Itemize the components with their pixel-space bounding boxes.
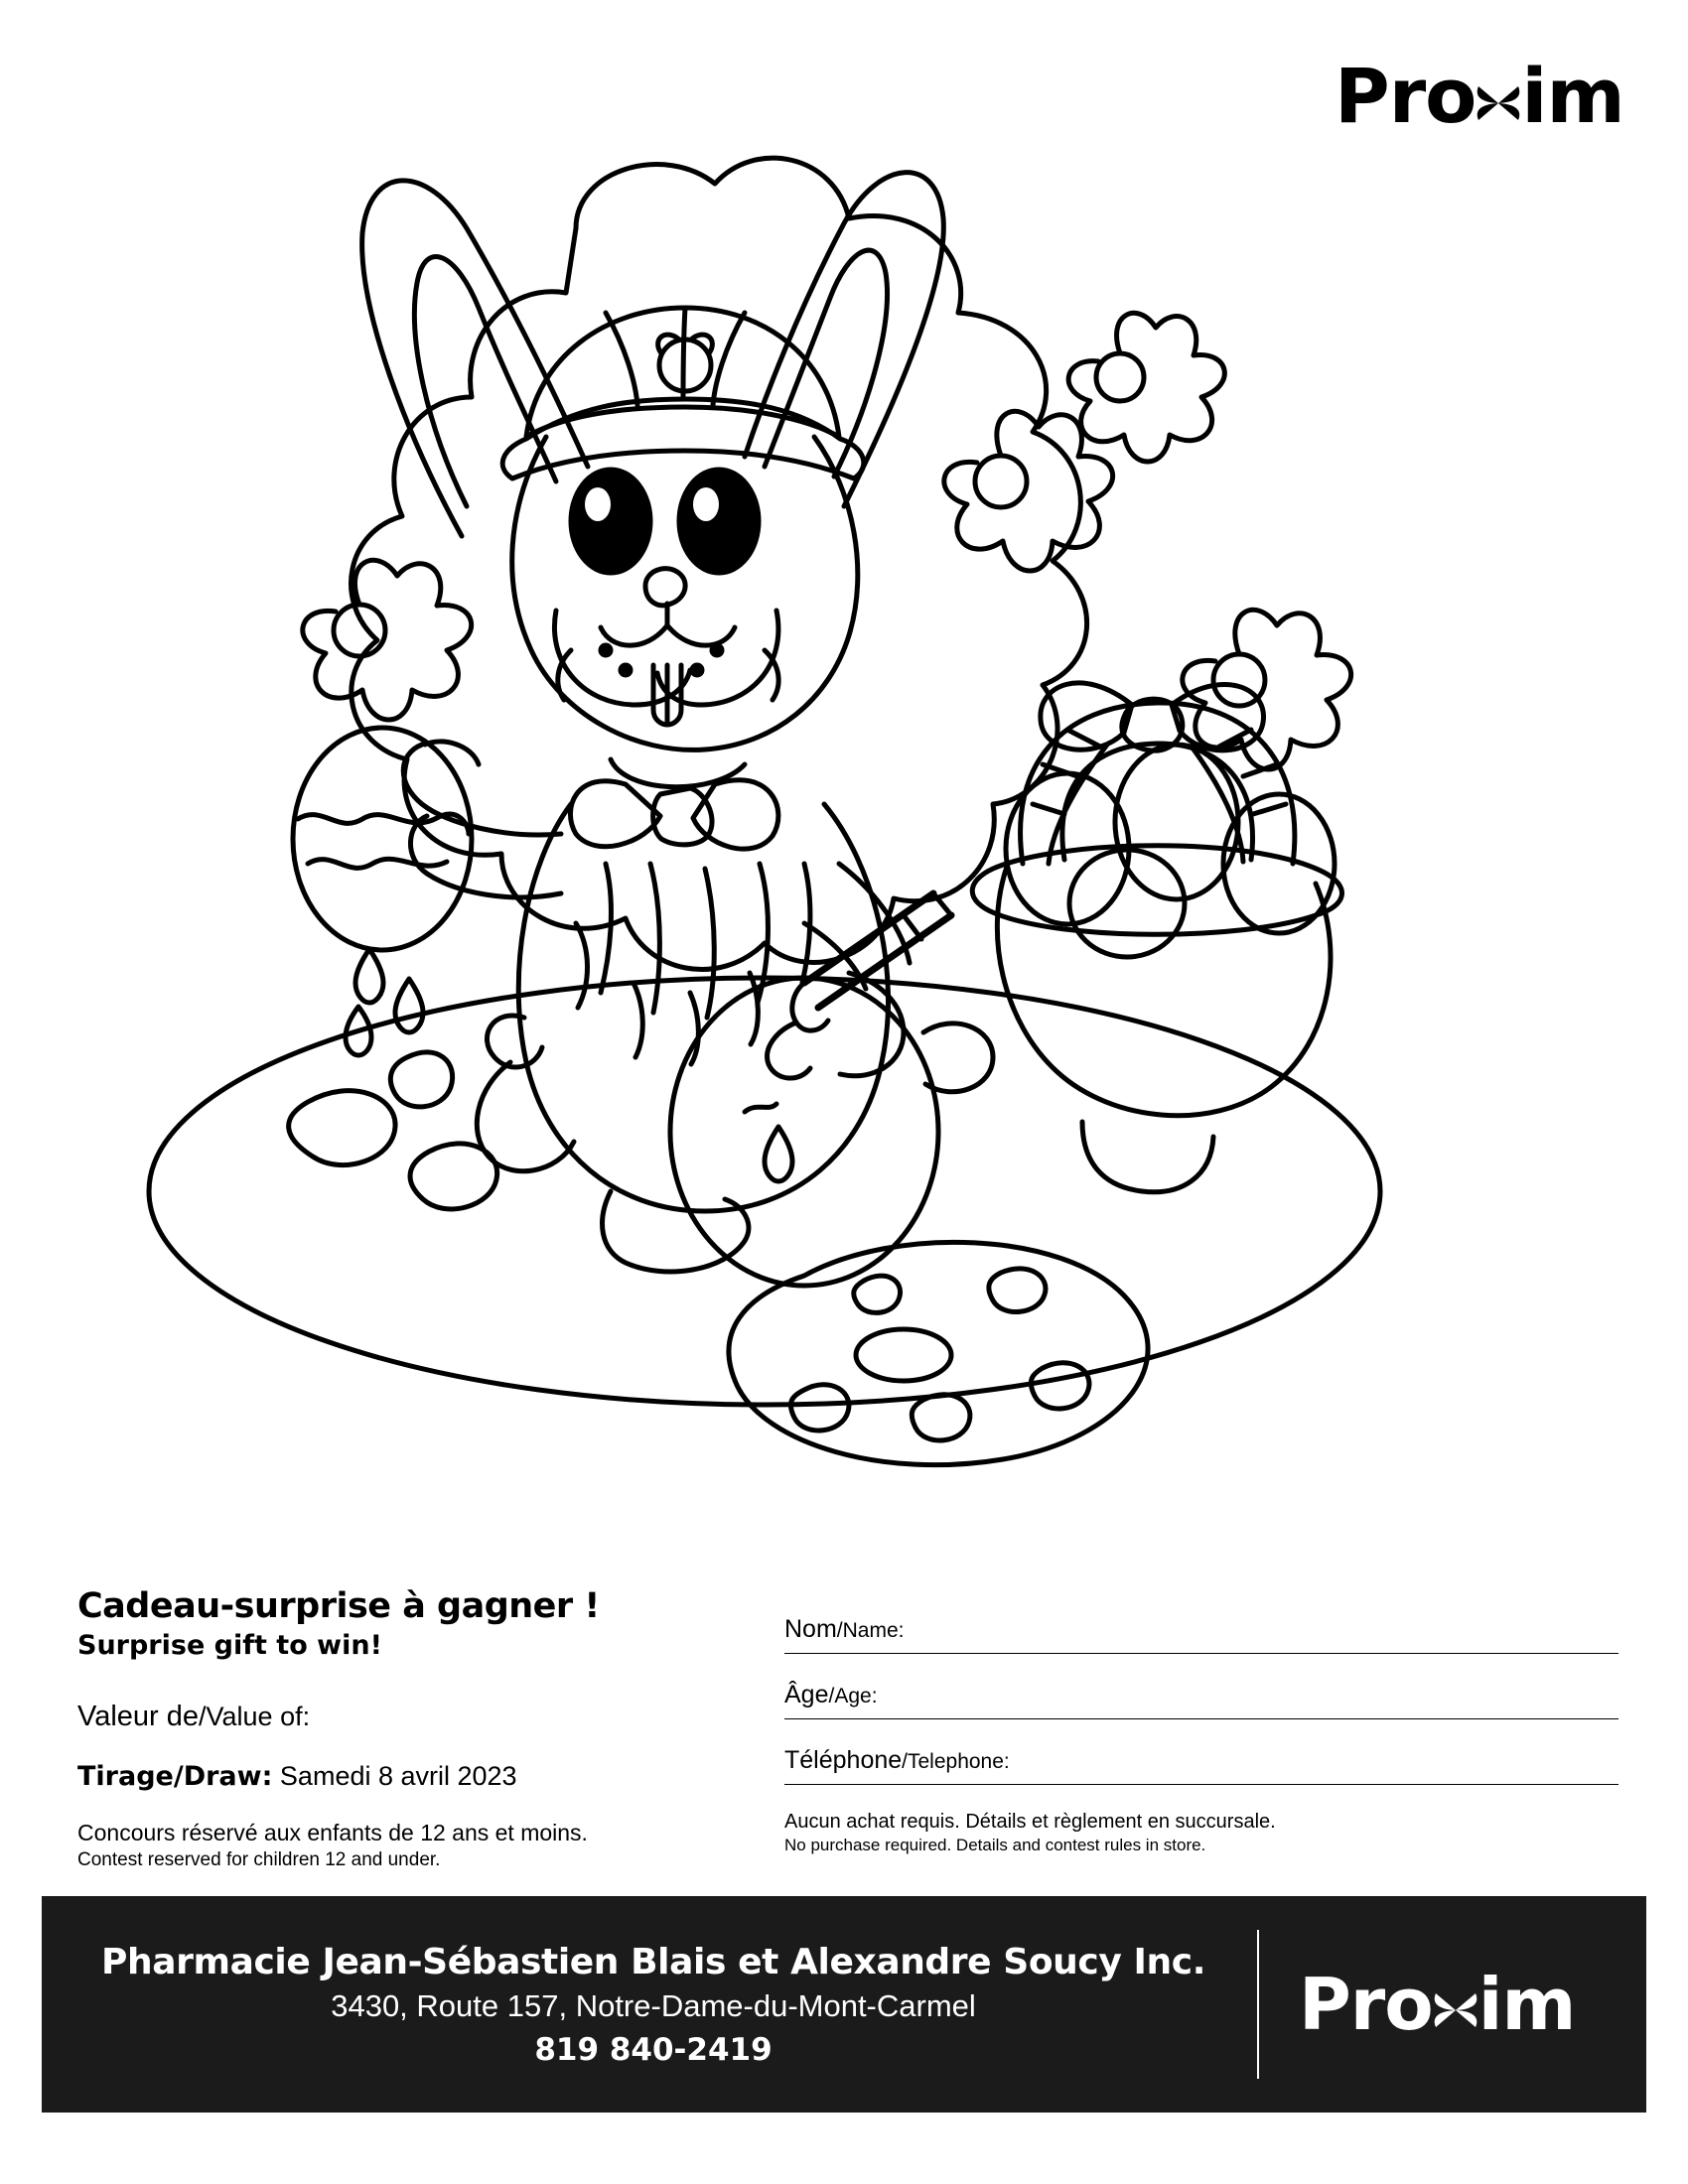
field-name-label-sep: / — [836, 1619, 843, 1642]
field-age-label-sep: / — [828, 1685, 835, 1707]
promo-value-fr: Valeur de — [77, 1701, 199, 1732]
entry-form — [784, 1588, 1618, 1855]
field-age-label-en: Age: — [834, 1685, 878, 1707]
promo-value-sep: / — [199, 1702, 207, 1731]
brand-name-suffix: im — [1521, 52, 1624, 140]
disclaimer-fr: Aucun achat requis. Détails et règlement en succursale. — [784, 1811, 1276, 1833]
brand-name-suffix-footer: im — [1477, 1963, 1576, 2046]
field-age-label-fr: Âge — [784, 1681, 829, 1708]
footer-divider — [1257, 1930, 1259, 2079]
footer-address: 3430, Route 157, Notre-Dame-du-Mont-Carmel — [331, 1987, 976, 2023]
field-telephone-label-en: Telephone: — [908, 1750, 1010, 1773]
field-telephone-label-sep: / — [902, 1750, 908, 1773]
promo-draw-date: Samedi 8 avril 2023 — [279, 1761, 517, 1791]
brand-name-prefix-footer: Pro — [1299, 1963, 1433, 2046]
promo-headline-en: Surprise gift to win! — [77, 1630, 382, 1661]
promo-value-line — [77, 1701, 763, 1733]
promo-draw-line — [77, 1761, 763, 1792]
brand-logo-footer — [1299, 1964, 1646, 2045]
field-age-label — [784, 1681, 878, 1709]
field-name[interactable] — [784, 1588, 1618, 1654]
field-telephone-label-fr: Téléphone — [784, 1746, 903, 1774]
footer-bar — [42, 1896, 1646, 2113]
promo-draw-label: Tirage/Draw: — [77, 1761, 273, 1792]
pinwheel-icon — [1472, 76, 1525, 130]
field-name-label-fr: Nom — [784, 1615, 837, 1643]
brand-wordmark-footer — [1299, 1964, 1607, 2045]
promo-rules-fr: Concours réservé aux enfants de 12 ans et moins. — [77, 1820, 588, 1845]
field-telephone-label — [784, 1746, 1010, 1775]
pinwheel-icon-footer — [1429, 1983, 1482, 2037]
footer-store-info — [42, 1942, 1247, 2068]
easter-bunny-coloring-illustration — [109, 109, 1450, 1618]
contest-disclaimer — [784, 1811, 1618, 1855]
field-age[interactable] — [784, 1654, 1618, 1719]
promo-value-en: Value of: — [206, 1702, 311, 1731]
brand-name-prefix: Pro — [1335, 52, 1477, 140]
field-telephone[interactable] — [784, 1719, 1618, 1785]
field-name-label — [784, 1615, 905, 1644]
field-name-label-en: Name: — [842, 1619, 905, 1642]
promo-headline-fr: Cadeau-surprise à gagner ! — [77, 1586, 600, 1626]
footer-phone[interactable]: 819 840-2419 — [534, 2031, 773, 2068]
field-telephone-input-line[interactable] — [784, 1784, 1618, 1785]
promo-rules-en: Contest reserved for children 12 and under. — [77, 1849, 441, 1870]
disclaimer-en: No purchase required. Details and contest rules in store. — [784, 1836, 1206, 1854]
footer-pharmacy-name: Pharmacie Jean-Sébastien Blais et Alexandre Soucy Inc. — [101, 1941, 1205, 1982]
promo-block — [77, 1586, 763, 1871]
